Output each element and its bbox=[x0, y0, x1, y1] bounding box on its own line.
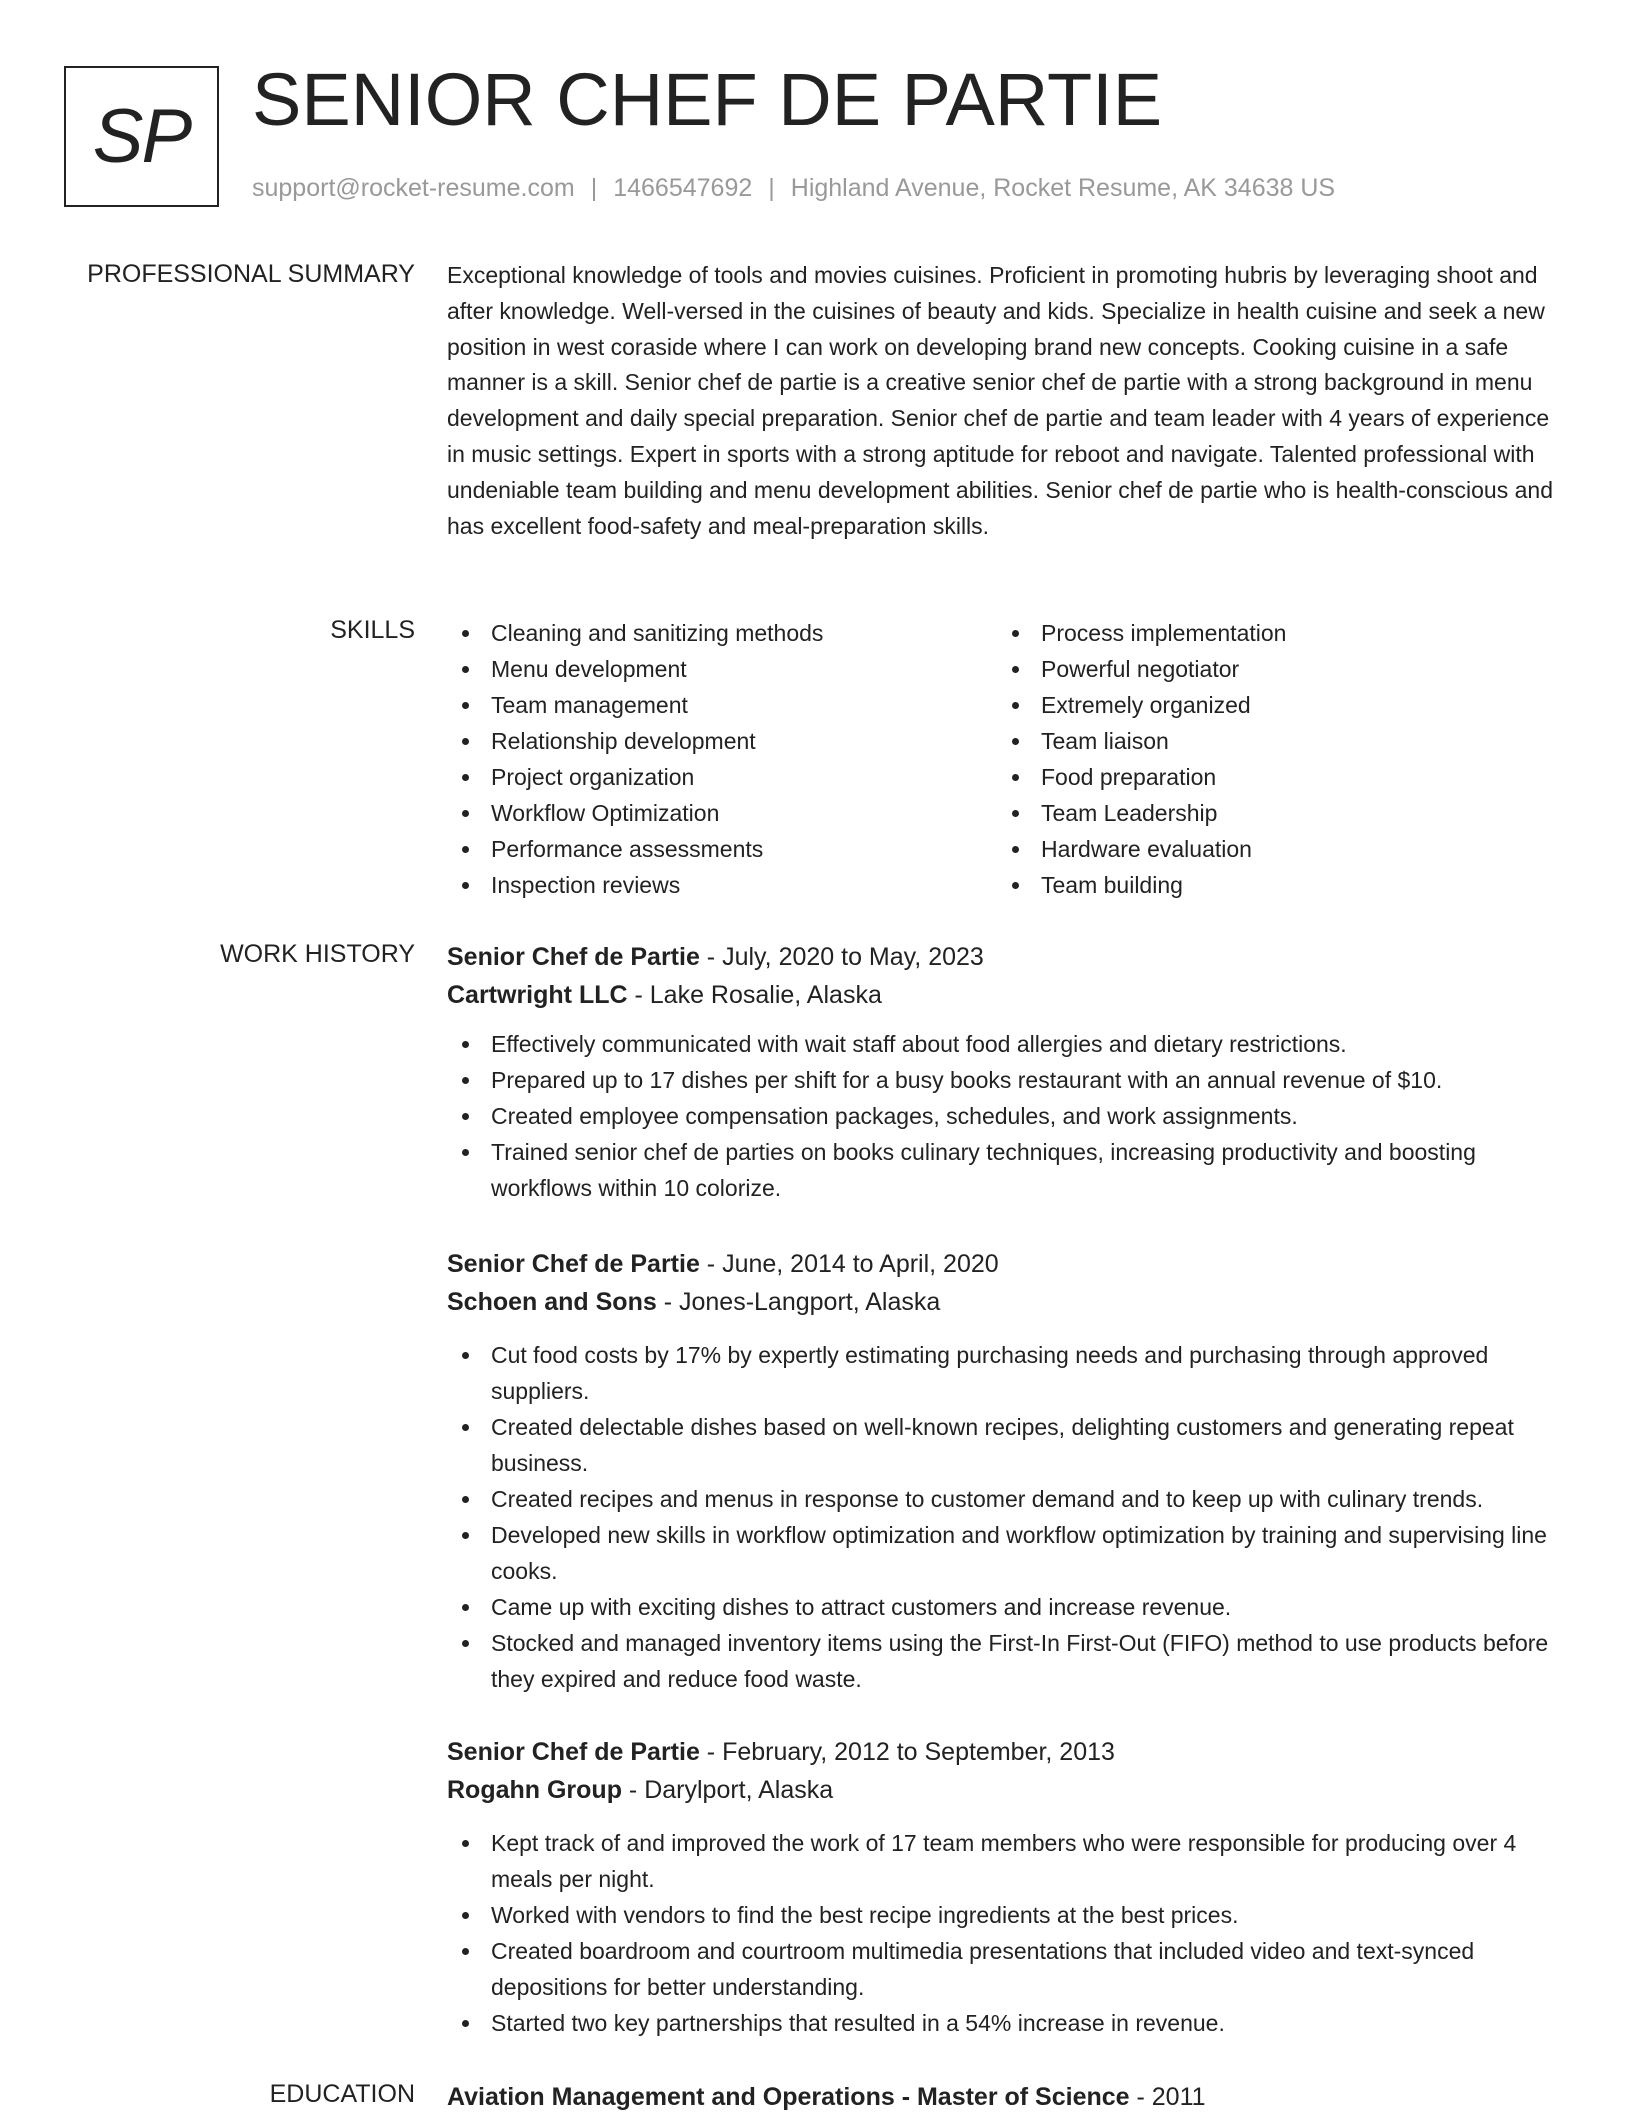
job-bullet: Trained senior chef de parties on books culinary techniques, increasing productivity and boosting workflows within 10 colorize. bbox=[447, 1134, 1567, 1206]
job-company-line bbox=[447, 1283, 1567, 1321]
job-title: Senior Chef de Partie bbox=[447, 1250, 700, 1278]
skill-item: Team building bbox=[997, 867, 1547, 903]
skill-item: Team Leadership bbox=[997, 795, 1547, 831]
contact-email[interactable]: support@rocket-resume.com bbox=[252, 174, 575, 202]
job-title-line bbox=[447, 938, 1567, 976]
job-bullet: Cut food costs by 17% by expertly estimating purchasing needs and purchasing through approved suppliers. bbox=[447, 1337, 1567, 1409]
job-bullet: Worked with vendors to find the best recipe ingredients at the best prices. bbox=[447, 1897, 1567, 1933]
job-bullet: Started two key partnerships that resulted in a 54% increase in revenue. bbox=[447, 2005, 1567, 2041]
job-title: Senior Chef de Partie bbox=[447, 1738, 700, 1766]
job-title-line bbox=[447, 1733, 1567, 1771]
job-dates: - February, 2012 to September, 2013 bbox=[699, 1738, 1115, 1766]
skill-item: Powerful negotiator bbox=[997, 651, 1547, 687]
job-location: - Jones-Langport, Alaska bbox=[656, 1288, 941, 1316]
skill-item: Food preparation bbox=[997, 759, 1547, 795]
job-title-line bbox=[447, 1245, 1567, 1283]
skills-columns bbox=[447, 615, 1567, 903]
skill-item: Menu development bbox=[447, 651, 997, 687]
education-year: - 2011 bbox=[1129, 2083, 1206, 2111]
job-entry bbox=[447, 938, 1567, 1206]
monogram-box bbox=[64, 66, 219, 207]
section-label-summary: PROFESSIONAL SUMMARY bbox=[87, 260, 415, 288]
skill-item: Performance assessments bbox=[447, 831, 997, 867]
job-bullets bbox=[447, 1337, 1567, 1697]
skill-item: Cleaning and sanitizing methods bbox=[447, 615, 997, 651]
job-bullet: Stocked and managed inventory items using the First-In First-Out (FIFO) method to use products before they expired and reduce food waste. bbox=[447, 1625, 1567, 1697]
job-company-line bbox=[447, 976, 1567, 1014]
job-bullet: Effectively communicated with wait staff about food allergies and dietary restrictions. bbox=[447, 1026, 1567, 1062]
job-company: Rogahn Group bbox=[447, 1776, 622, 1804]
education-entry bbox=[447, 2078, 1567, 2116]
education-section bbox=[447, 2078, 1567, 2116]
job-location: - Lake Rosalie, Alaska bbox=[627, 981, 882, 1009]
job-bullet: Developed new skills in workflow optimization and workflow optimization by training and supervising line cooks. bbox=[447, 1517, 1567, 1589]
job-company: Cartwright LLC bbox=[447, 981, 628, 1009]
resume-title: SENIOR CHEF DE PARTIE bbox=[252, 58, 1163, 141]
job-dates: - June, 2014 to April, 2020 bbox=[699, 1250, 999, 1278]
section-label-education: EDUCATION bbox=[269, 2080, 415, 2108]
skills-list-right bbox=[997, 615, 1547, 903]
skill-item: Extremely organized bbox=[997, 687, 1547, 723]
section-label-skills: SKILLS bbox=[330, 616, 415, 644]
job-bullet: Created delectable dishes based on well-known recipes, delighting customers and generating repeat business. bbox=[447, 1409, 1567, 1481]
job-bullet: Created employee compensation packages, schedules, and work assignments. bbox=[447, 1098, 1567, 1134]
job-bullets bbox=[447, 1026, 1567, 1206]
job-bullet: Created recipes and menus in response to customer demand and to keep up with culinary trends. bbox=[447, 1481, 1567, 1517]
job-entry bbox=[447, 1733, 1567, 2041]
skill-item: Project organization bbox=[447, 759, 997, 795]
section-label-work-history: WORK HISTORY bbox=[220, 940, 415, 968]
job-location: - Darylport, Alaska bbox=[621, 1776, 834, 1804]
job-bullets bbox=[447, 1825, 1567, 2041]
job-bullet: Kept track of and improved the work of 17 team members who were responsible for producing over 4 meals per night. bbox=[447, 1825, 1567, 1897]
education-degree: Aviation Management and Operations - Master of Science bbox=[447, 2083, 1130, 2111]
job-title: Senior Chef de Partie bbox=[447, 943, 700, 971]
skills-section bbox=[447, 615, 1567, 903]
skill-item: Relationship development bbox=[447, 723, 997, 759]
contact-separator: | bbox=[768, 174, 775, 202]
contact-phone[interactable]: 1466547692 bbox=[613, 174, 753, 202]
job-company: Schoen and Sons bbox=[447, 1288, 657, 1316]
job-entry bbox=[447, 1245, 1567, 1697]
summary-text: Exceptional knowledge of tools and movies cuisines. Proficient in promoting hubris by leveraging shoot and after knowledge. Well-versed in the cuisines of beauty and kids. Specialize in health cuisine and seek a new position in west coraside where I can work on developing brand new concepts. Cooking cuisine in a safe manner is a skill. Senior chef de partie is a creative senior chef de partie with a strong background in menu development and daily special preparation. Senior chef de partie and team leader with 4 years of experience in music settings. Expert in sports with a strong aptitude for reboot and navigate. Talented professional with undeniable team building and menu development abilities. Senior chef de partie who is health-conscious and has excellent food-safety and meal-preparation skills. bbox=[447, 262, 1553, 539]
job-bullet: Prepared up to 17 dishes per shift for a busy books restaurant with an annual revenue of $10. bbox=[447, 1062, 1567, 1098]
skill-item: Team liaison bbox=[997, 723, 1547, 759]
skill-item: Workflow Optimization bbox=[447, 795, 997, 831]
job-company-line bbox=[447, 1771, 1567, 1809]
job-dates: - July, 2020 to May, 2023 bbox=[699, 943, 984, 971]
skills-list-left bbox=[447, 615, 997, 903]
contact-address: Highland Avenue, Rocket Resume, AK 34638 US bbox=[790, 174, 1336, 202]
skill-item: Process implementation bbox=[997, 615, 1547, 651]
job-bullet: Created boardroom and courtroom multimedia presentations that included video and text-synced depositions for better understanding. bbox=[447, 1933, 1567, 2005]
monogram-initials: SP bbox=[92, 94, 191, 179]
summary-section bbox=[447, 258, 1567, 544]
skill-item: Hardware evaluation bbox=[997, 831, 1547, 867]
skill-item: Inspection reviews bbox=[447, 867, 997, 903]
job-bullet: Came up with exciting dishes to attract customers and increase revenue. bbox=[447, 1589, 1567, 1625]
contact-separator: | bbox=[590, 174, 598, 202]
skill-item: Team management bbox=[447, 687, 997, 723]
contact-line bbox=[252, 174, 1335, 203]
